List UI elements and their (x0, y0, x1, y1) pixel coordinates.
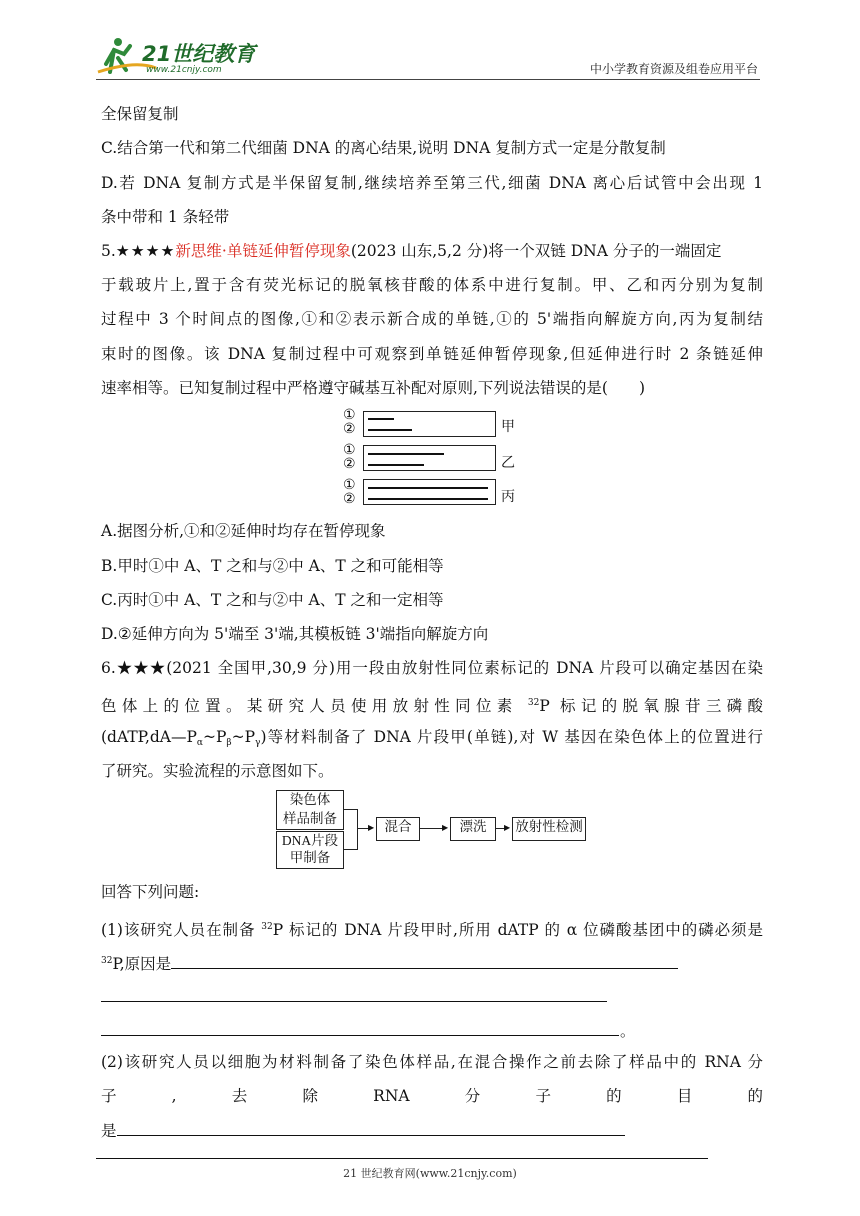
strand1-label: ① (343, 407, 356, 423)
q6-sub2-line1: (2)该研究人员以细胞为材料制备了染色体样品,在混合操作之前去除了样品中的 RNA 分 (101, 1053, 763, 1071)
panel-box (363, 479, 496, 505)
q5-difficulty-stars: ★★★★ (115, 242, 176, 260)
q6-sub2-label: 是 (101, 1122, 117, 1140)
logo-text: 21世纪教育 (142, 42, 256, 66)
strand2-label: ② (343, 491, 356, 507)
strand1-label: ① (343, 442, 356, 458)
q5-option-c: C.丙时①中 A、T 之和与②中 A、T 之和一定相等 (101, 591, 444, 609)
sub-gamma: γ (255, 738, 261, 748)
strand1-bar (368, 453, 444, 455)
period-mark: 。 (620, 1022, 636, 1040)
q6-prompt: 回答下列问题: (101, 883, 200, 901)
q4-option-c: C.结合第一代和第二代细菌 DNA 的离心结果,说明 DNA 复制方式一定是分散复制 (101, 139, 666, 157)
flow-box-radio-detect: 放射性检测 (512, 817, 586, 841)
dna-replication-figure (343, 407, 523, 507)
q5-option-a: A.据图分析,①和②延伸时均存在暂停现象 (101, 522, 386, 540)
footer-divider (96, 1158, 708, 1159)
q6-line2 (101, 692, 763, 717)
strand2-label: ② (343, 456, 356, 472)
answer-line[interactable] (101, 1035, 619, 1036)
q6-sub1-line1 (101, 916, 763, 941)
isotope-mass: 32 (101, 956, 113, 966)
strand1-label: ① (343, 477, 356, 493)
q4-option-d-line1: D.若 DNA 复制方式是半保留复制,继续培养至第三代,细菌 DNA 离心后试管中会出现 1 (101, 174, 763, 192)
q4-option-b-tail: 全保留复制 (101, 105, 179, 123)
logo-url: www.21cnjy.com (146, 65, 222, 75)
panel-box (363, 445, 496, 471)
q5-number: 5. (101, 242, 116, 260)
strand1-bar (368, 487, 488, 489)
q6-line3-a: (dATP,dA—P (101, 728, 197, 746)
q5-line1 (101, 240, 721, 262)
q5-option-b: B.甲时①中 A、T 之和与②中 A、T 之和可能相等 (101, 557, 444, 575)
isotope-mass: 32 (527, 698, 540, 708)
tilde-p2: ~P (231, 728, 256, 746)
strand2-bar (368, 464, 424, 466)
q6-line3-b: )等材料制备了 DNA 片段甲(单链),对 W 基因在染色体上的位置进行 (260, 728, 763, 746)
q6-sub1-reason-label: P,原因是 (112, 955, 172, 973)
answer-line[interactable] (101, 1001, 607, 1002)
sub-beta: β (226, 738, 232, 748)
footer-text: 21 世纪教育网(www.21cnjy.com) (343, 1167, 517, 1180)
q5-line4: 束时的图像。该 DNA 复制过程中可观察到单链延伸暂停现象,但延伸进行时 2 条链延伸 (101, 345, 763, 363)
arrow-right-icon: ▶ (504, 823, 511, 832)
answer-blank[interactable] (171, 952, 678, 969)
connector-line (343, 849, 357, 850)
header-tagline: 中小学教育资源及组卷应用平台 (589, 62, 758, 76)
flow-box-wash: 漂洗 (450, 817, 496, 841)
q6-sub1-b: P 标记的 DNA 片段甲时,所用 dATP 的 α 位磷酸基团中的磷必须是 (272, 921, 763, 939)
experiment-flow-diagram (276, 790, 596, 868)
panel-label: 乙 (501, 455, 515, 471)
q6-line3 (101, 726, 763, 754)
site-logo (96, 34, 256, 78)
q6-sub1-line2 (101, 950, 678, 975)
q5-line5: 速率相等。已知复制过程中严格遵守碱基互补配对原则,下列说法错误的是( ) (101, 379, 646, 397)
panel-box (363, 411, 496, 437)
q5-option-d: D.②延伸方向为 5'端至 3'端,其模板链 3'端指向解旋方向 (101, 625, 489, 643)
flow-box-chromosome-prep: 染色体 样品制备 (276, 790, 344, 830)
answer-blank[interactable] (117, 1119, 625, 1136)
q5-tag: 新思维·单链延伸暂停现象 (175, 242, 351, 260)
q6-sub2-line3 (101, 1119, 625, 1142)
tilde-p1: ~P (203, 728, 227, 746)
panel-label: 甲 (501, 419, 515, 435)
q4-option-d-line2: 条中带和 1 条轻带 (101, 208, 230, 226)
q6-line2-a: 色体上的位置。某研究人员使用放射性同位素 (101, 697, 528, 715)
q5-line1-rest: (2023 山东,5,2 分)将一个双链 DNA 分子的一端固定 (350, 242, 722, 260)
q6-line2-b: P 标记的脱氧腺苷三磷酸 (539, 697, 763, 715)
strand2-label: ② (343, 421, 356, 437)
header-divider (96, 79, 760, 80)
flow-box-dna-prep: DNA片段 甲制备 (276, 831, 344, 869)
connector-line (343, 809, 357, 810)
connector-line (357, 809, 358, 850)
q5-line2: 于载玻片上,置于含有荧光标记的脱氧核苷酸的体系中进行复制。甲、乙和丙分别为复制 (101, 276, 763, 294)
arrow-right-icon: ▶ (368, 823, 375, 832)
strand2-bar (368, 498, 488, 500)
panel-label: 丙 (501, 489, 515, 505)
sub-alpha: α (196, 738, 203, 748)
q6-sub2-line2: 子 , 去 除 RNA 分 子 的 目 的 (101, 1087, 763, 1105)
q6-line4: 了研究。实验流程的示意图如下。 (101, 762, 334, 780)
q6-sub1-a: (1)该研究人员在制备 (101, 921, 262, 939)
strand2-bar (368, 429, 412, 431)
q5-line3: 过程中 3 个时间点的图像,①和②表示新合成的单链,①的 5'端指向解旋方向,丙为复制结 (101, 310, 763, 328)
arrow-right-icon: ▶ (442, 823, 449, 832)
flow-box-mix: 混合 (376, 817, 420, 841)
strand1-bar (368, 418, 394, 420)
q6-line1: 6.★★★(2021 全国甲,30,9 分)用一段由放射性同位素标记的 DNA 片段可以确定基因在染 (101, 659, 763, 677)
isotope-mass: 32 (261, 922, 273, 932)
